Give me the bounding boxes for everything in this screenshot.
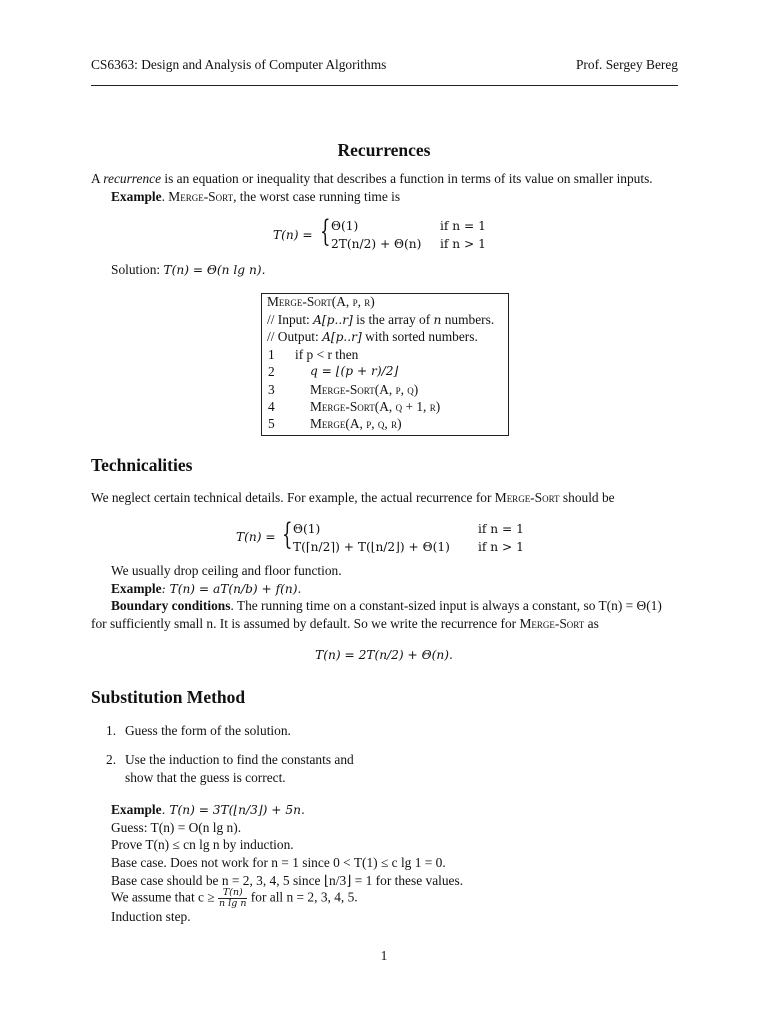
pseudocode-line-number: 1 xyxy=(268,347,275,362)
boundary-conditions: Boundary conditions. The running time on a constant-sized input is always a constant, so T(n) = Θ(1) xyxy=(111,598,662,613)
substitution-example: Example. T(n) = 3T(⌊n/3⌋) + 5n. xyxy=(111,802,305,817)
course-title: CS6363: Design and Analysis of Computer Algorithms xyxy=(91,57,387,72)
pseudocode-input: // Input: A[p..r] is the array of n numbers. xyxy=(267,312,495,327)
technicalities-example: Example: T(n) = aT(n/b) + f(n). xyxy=(111,581,302,596)
pseudocode-line-number: 3 xyxy=(268,382,275,397)
pseudocode-line-text: Merge-Sort(A, p, q) xyxy=(310,382,419,397)
step-text: Use the induction to find the constants and xyxy=(125,752,354,767)
recurrence-definition: A recurrence is an equation or inequality that describes a function in terms of its value on smaller inputs. xyxy=(91,171,653,186)
eq2-case2-value: T(⌈n/2⌉) + T(⌊n/2⌋) + Θ(1) xyxy=(293,540,450,554)
base-case-line-1: Base case. Does not work for n = 1 since 0 < T(1) ≤ c lg 1 = 0. xyxy=(111,855,446,870)
eq2-lhs: T(n) = xyxy=(236,530,276,544)
professor-name: Prof. Sergey Bereg xyxy=(575,57,678,72)
pseudocode-line-number: 4 xyxy=(268,399,275,414)
section-title-technicalities: Technicalities xyxy=(91,455,193,475)
header-rule xyxy=(91,85,678,86)
pseudocode-output: // Output: A[p..r] with sorted numbers. xyxy=(267,329,478,344)
base-case-line-2: Base case should be n = 2, 3, 4, 5 since ⌊n/3⌋ = 1 for these values. xyxy=(111,873,464,888)
eq2-case1-value: Θ(1) xyxy=(293,522,321,536)
pseudocode-line-number: 2 xyxy=(268,364,275,379)
eq2-brace: { xyxy=(282,517,293,552)
eq1-case2-value: 2T(n/2) + Θ(n) xyxy=(331,237,422,251)
pseudocode-line-text: if p < r then xyxy=(295,347,359,362)
drop-ceiling-text: We usually drop ceiling and floor function. xyxy=(111,563,342,578)
pseudocode-line-text: q = ⌊(p + r)/2⌋ xyxy=(310,364,399,378)
boundary-conditions-line2: for sufficiently small n. It is assumed by default. So we write the recurrence for Merge-Sort as xyxy=(91,616,599,631)
step-number: 2. xyxy=(106,752,117,767)
simplified-recurrence: T(n) = 2T(n/2) + Θ(n). xyxy=(315,648,453,662)
eq2-case1-condition: if n = 1 xyxy=(478,522,524,536)
assumption-line: We assume that c ≥ $\frac{T(n)}{\text{n lg n}}$ for all n = 2, 3, 4, 5. xyxy=(111,887,358,909)
induction-step-line: Induction step. xyxy=(111,909,191,924)
eq2-case2-condition: if n > 1 xyxy=(478,540,524,554)
technicalities-intro: We neglect certain technical details. For example, the actual recurrence for Merge-Sort should be xyxy=(91,490,615,505)
eq1-lhs: T(n) = xyxy=(273,228,313,242)
eq1-case1-value: Θ(1) xyxy=(331,219,359,233)
pseudocode-line-number: 5 xyxy=(268,416,275,431)
section-title-recurrences: Recurrences xyxy=(337,140,431,160)
eq1-case1-condition: if n = 1 xyxy=(440,219,486,233)
pseudocode-header: Merge-Sort(A, p, r) xyxy=(267,294,375,309)
step-number: 1. xyxy=(106,723,117,738)
assumption-fraction: $\frac{T(n)}{\text{n lg n}}$ xyxy=(219,887,247,909)
step-text-continued: show that the guess is correct. xyxy=(125,770,286,785)
pseudocode-line-text: Merge(A, p, q, r) xyxy=(310,416,402,431)
eq1-brace: { xyxy=(320,214,331,249)
pseudocode-line-text: Merge-Sort(A, q + 1, r) xyxy=(310,399,441,414)
prove-line: Prove T(n) ≤ cn lg n by induction. xyxy=(111,837,294,852)
step-text: Guess the form of the solution. xyxy=(125,723,291,738)
solution-line: Solution: T(n) = Θ(n lg n). xyxy=(111,262,266,277)
example-merge-sort: Example. Merge-Sort, the worst case running time is xyxy=(111,189,401,204)
guess-line: Guess: T(n) = O(n lg n). xyxy=(111,820,242,835)
eq1-case2-condition: if n > 1 xyxy=(440,237,486,251)
section-title-substitution: Substitution Method xyxy=(91,687,246,707)
page-number: 1 xyxy=(380,948,388,963)
